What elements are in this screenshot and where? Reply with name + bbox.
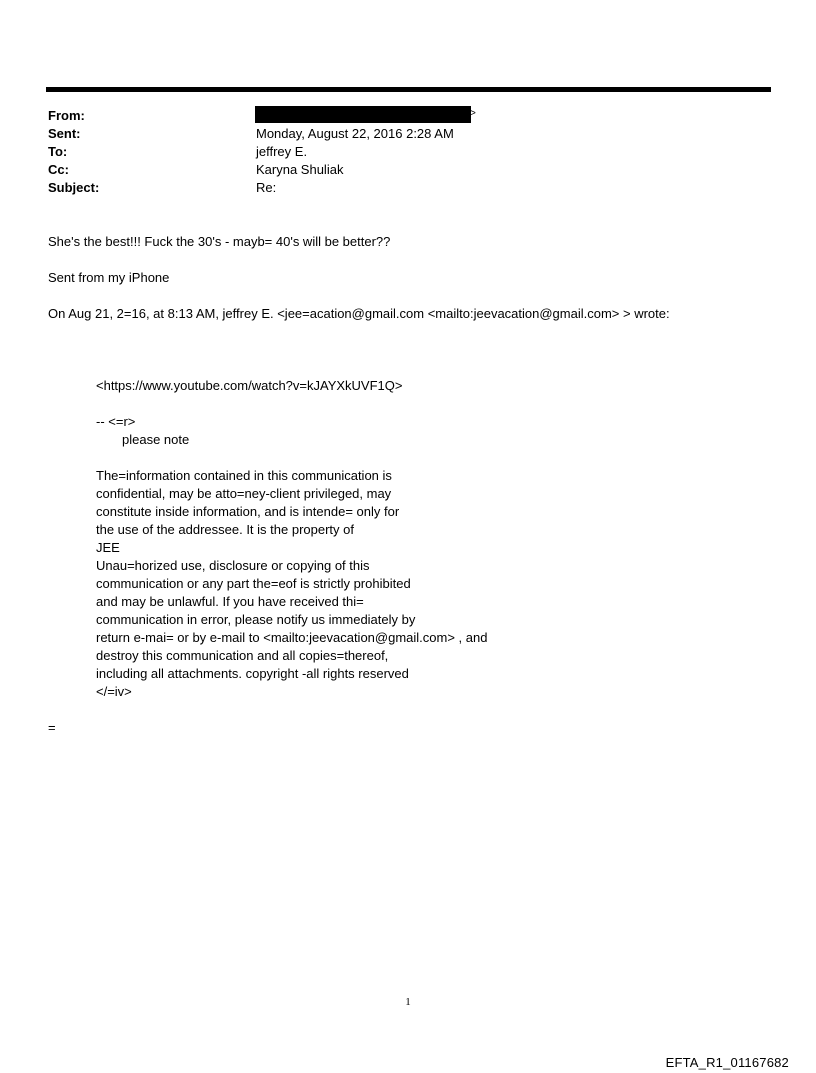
header-divider: [46, 87, 771, 92]
disclaimer-line: communication in error, please notify us immediately by: [96, 612, 416, 627]
quote-attribution: On Aug 21, 2=16, at 8:13 AM, jeffrey E. <jee=acation@gmail.com <mailto:jeevacation@gmail.com> > wrote:: [48, 306, 670, 321]
disclaimer-line: JEE: [96, 540, 120, 555]
disclaimer-line: return e-mai= or by e-mail to <mailto:jeevacation@gmail.com> , and: [96, 630, 488, 645]
sent-value: Monday, August 22, 2016 2:28 AM: [256, 126, 454, 141]
redacted-sender: [255, 106, 471, 123]
cc-value: Karyna Shuliak: [256, 162, 344, 177]
from-label: From:: [48, 108, 85, 123]
disclaimer-line: destroy this communication and all copies=thereof,: [96, 648, 389, 663]
disclaimer-line: confidential, may be atto=ney-client privileged, may: [96, 486, 392, 501]
signature-marker: -- <=r>: [96, 414, 136, 429]
message-line: She's the best!!! Fuck the 30's - mayb= 40's will be better??: [48, 234, 391, 249]
to-value: jeffrey E.: [256, 144, 308, 159]
subject-label: Subject:: [48, 180, 100, 195]
please-note: please note: [122, 432, 190, 447]
cc-label: Cc:: [48, 162, 69, 177]
from-value-tail: >: [470, 108, 476, 119]
page-number: 1: [405, 996, 411, 1008]
trailer-mark: =: [48, 720, 56, 735]
disclaimer-line: and may be unlawful. If you have received thi=: [96, 594, 364, 609]
disclaimer-line: </=iv>: [96, 684, 132, 699]
disclaimer-line: constitute inside information, and is intende= only for: [96, 504, 400, 519]
disclaimer-line: communication or any part the=eof is strictly prohibited: [96, 576, 411, 591]
sent-from-line: Sent from my iPhone: [48, 270, 170, 285]
subject-value: Re:: [256, 180, 277, 195]
disclaimer-line: including all attachments. copyright -all rights reserved: [96, 666, 409, 681]
disclaimer-line: the use of the addressee. It is the property of: [96, 522, 354, 537]
disclaimer-line: The=information contained in this communication is: [96, 468, 392, 483]
youtube-link[interactable]: <https://www.youtube.com/watch?v=kJAYXkUVF1Q>: [96, 378, 403, 393]
to-label: To:: [48, 144, 68, 159]
document-id: EFTA_R1_01167682: [665, 1055, 789, 1070]
disclaimer-line: Unau=horized use, disclosure or copying of this: [96, 558, 370, 573]
sent-label: Sent:: [48, 126, 81, 141]
